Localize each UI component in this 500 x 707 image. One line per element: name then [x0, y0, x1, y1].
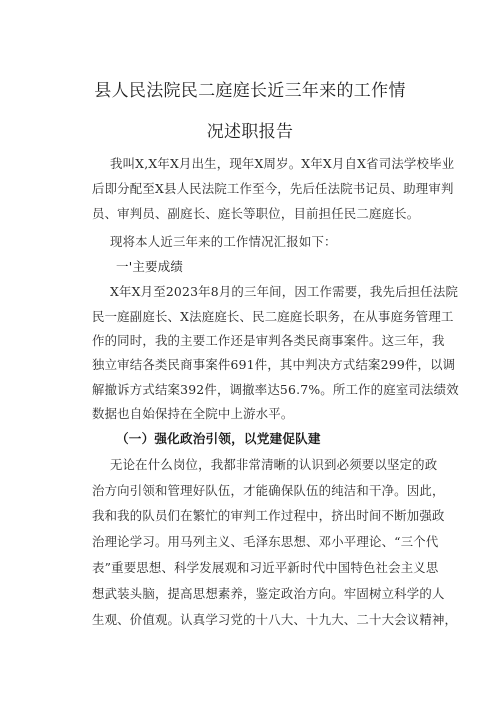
paragraph-line: X年X月至2023年8月的三年间，因工作需要，我先后担任法院: [110, 284, 459, 299]
paragraph-line: 想武装头脑，提高思想素养，鉴定政治方向。牢固树立科学的人: [92, 586, 445, 601]
paragraph-line: 无论在什么岗位，我都非常清晰的认识到必须要以坚定的政: [110, 457, 438, 472]
paragraph-line: 治理论学习。用马列主义、毛泽东思想、邓小平理论、“三个代: [92, 534, 439, 549]
paragraph-line: 现将本人近三年来的工作情况汇报如下：: [110, 234, 337, 249]
section-heading: 一'主要成绩: [116, 259, 184, 274]
paragraph-line: 民一庭副庭长、X法庭庭长、民二庭庭长职务，在从事庭务管理工: [92, 309, 454, 324]
paragraph-line: 治方向引领和管理好队伍，才能确保队伍的纯洁和干净。因此，: [92, 483, 445, 498]
paragraph-line: 我叫X,X年X月出生，现年X周岁。X年X月自X省司法学校毕业: [110, 156, 455, 171]
paragraph-line: 数据也自始保持在全院中上游水平。: [92, 406, 294, 421]
paragraph-line: 解撤诉方式结案392件，调撤率达56.7%。所工作的庭室司法绩效: [92, 382, 459, 397]
paragraph-line: 员、审判员、副庭长、庭长等职位，目前担任民二庭庭长。: [92, 206, 420, 221]
paragraph-line: 后即分配至X县人民法院工作至今，先后任法院书记员、助理审判: [92, 181, 454, 196]
paragraph-line: 我和我的队员们在繁忙的审判工作过程中，挤出时间不断加强政: [92, 508, 445, 523]
paragraph-line: 表”重要思想、科学发展观和习近平新时代中国特色社会主义思: [92, 560, 439, 575]
paragraph-line: 独立审结各类民商事案件691件，其中判决方式结案299件，以调: [92, 357, 456, 372]
document-title-line-1: 县人民法院民二庭庭长近三年来的工作情: [94, 81, 406, 101]
paragraph-line: 生观、价值观。认真学习党的十八大、十九大、二十大会议精神，: [92, 612, 458, 627]
document-title-line-2: 况述职报告: [206, 122, 294, 142]
paragraph-line: 作的同时，我的主要工作还是审判各类民商事案件。这三年，我: [92, 333, 445, 348]
subsection-heading: （一）强化政治引领，以党建促队建: [116, 431, 321, 446]
